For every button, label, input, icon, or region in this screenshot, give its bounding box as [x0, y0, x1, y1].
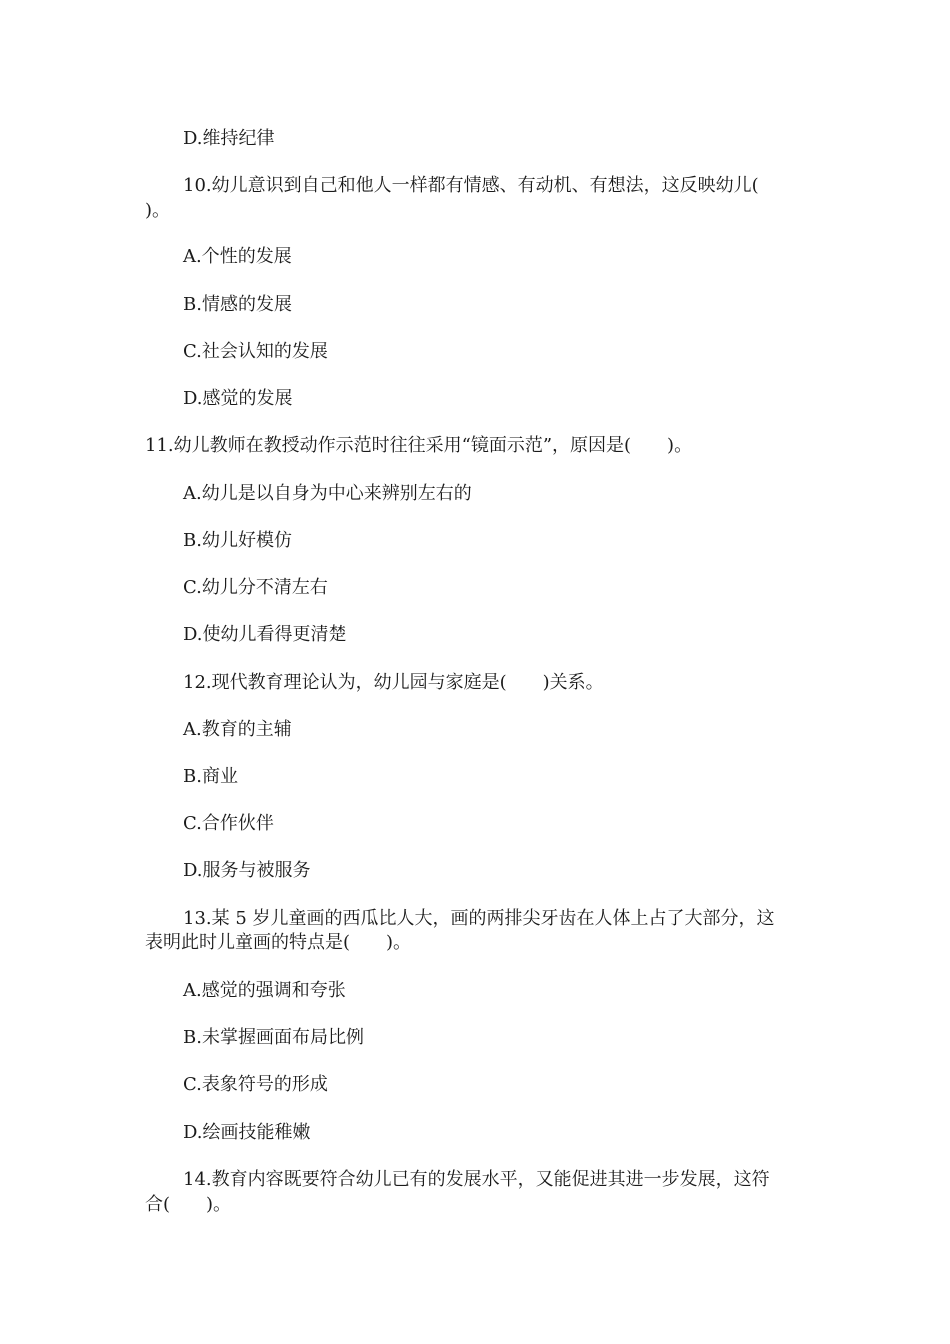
question-13-option-a: A.感觉的强调和夸张 — [183, 980, 346, 1001]
question-13-option-c: C.表象符号的形成 — [183, 1074, 328, 1095]
question-11-option-d: D.使幼儿看得更清楚 — [183, 624, 347, 645]
question-13-text-cont: 表明此时儿童画的特点是( )。 — [145, 932, 412, 953]
question-13-option-d: D.绘画技能稚嫩 — [183, 1122, 311, 1143]
question-12-option-b: B.商业 — [183, 766, 238, 787]
question-12-option-c: C.合作伙伴 — [183, 813, 274, 834]
question-11-option-c: C.幼儿分不清左右 — [183, 577, 328, 598]
question-12-option-d: D.服务与被服务 — [183, 860, 311, 881]
option-d-prev: D.维持纪律 — [183, 128, 275, 149]
question-12-text: 12.现代教育理论认为，幼儿园与家庭是( )关系。 — [183, 672, 604, 693]
question-11-text: 11.幼儿教师在教授动作示范时往往采用“镜面示范”，原因是( )。 — [145, 435, 693, 456]
question-10-option-c: C.社会认知的发展 — [183, 341, 328, 362]
question-10-option-b: B.情感的发展 — [183, 294, 292, 315]
question-10-option-d: D.感觉的发展 — [183, 388, 293, 409]
question-13-text: 13.某 5 岁儿童画的西瓜比人大，画的两排尖牙齿在人体上占了大部分，这 — [183, 908, 775, 929]
question-10-text: 10.幼儿意识到自己和他人一样都有情感、有动机、有想法，这反映幼儿( — [183, 175, 759, 196]
question-11-option-a: A.幼儿是以自身为中心来辨别左右的 — [183, 483, 472, 504]
question-14-text: 14.教育内容既要符合幼儿已有的发展水平，又能促进其进一步发展，这符 — [183, 1169, 770, 1190]
question-10-text-cont: )。 — [145, 200, 171, 221]
question-12-option-a: A.教育的主辅 — [183, 719, 292, 740]
question-14-text-cont: 合( )。 — [145, 1194, 232, 1215]
question-10-option-a: A.个性的发展 — [183, 246, 292, 267]
question-11-option-b: B.幼儿好模仿 — [183, 530, 292, 551]
question-13-option-b: B.未掌握画面布局比例 — [183, 1027, 364, 1048]
